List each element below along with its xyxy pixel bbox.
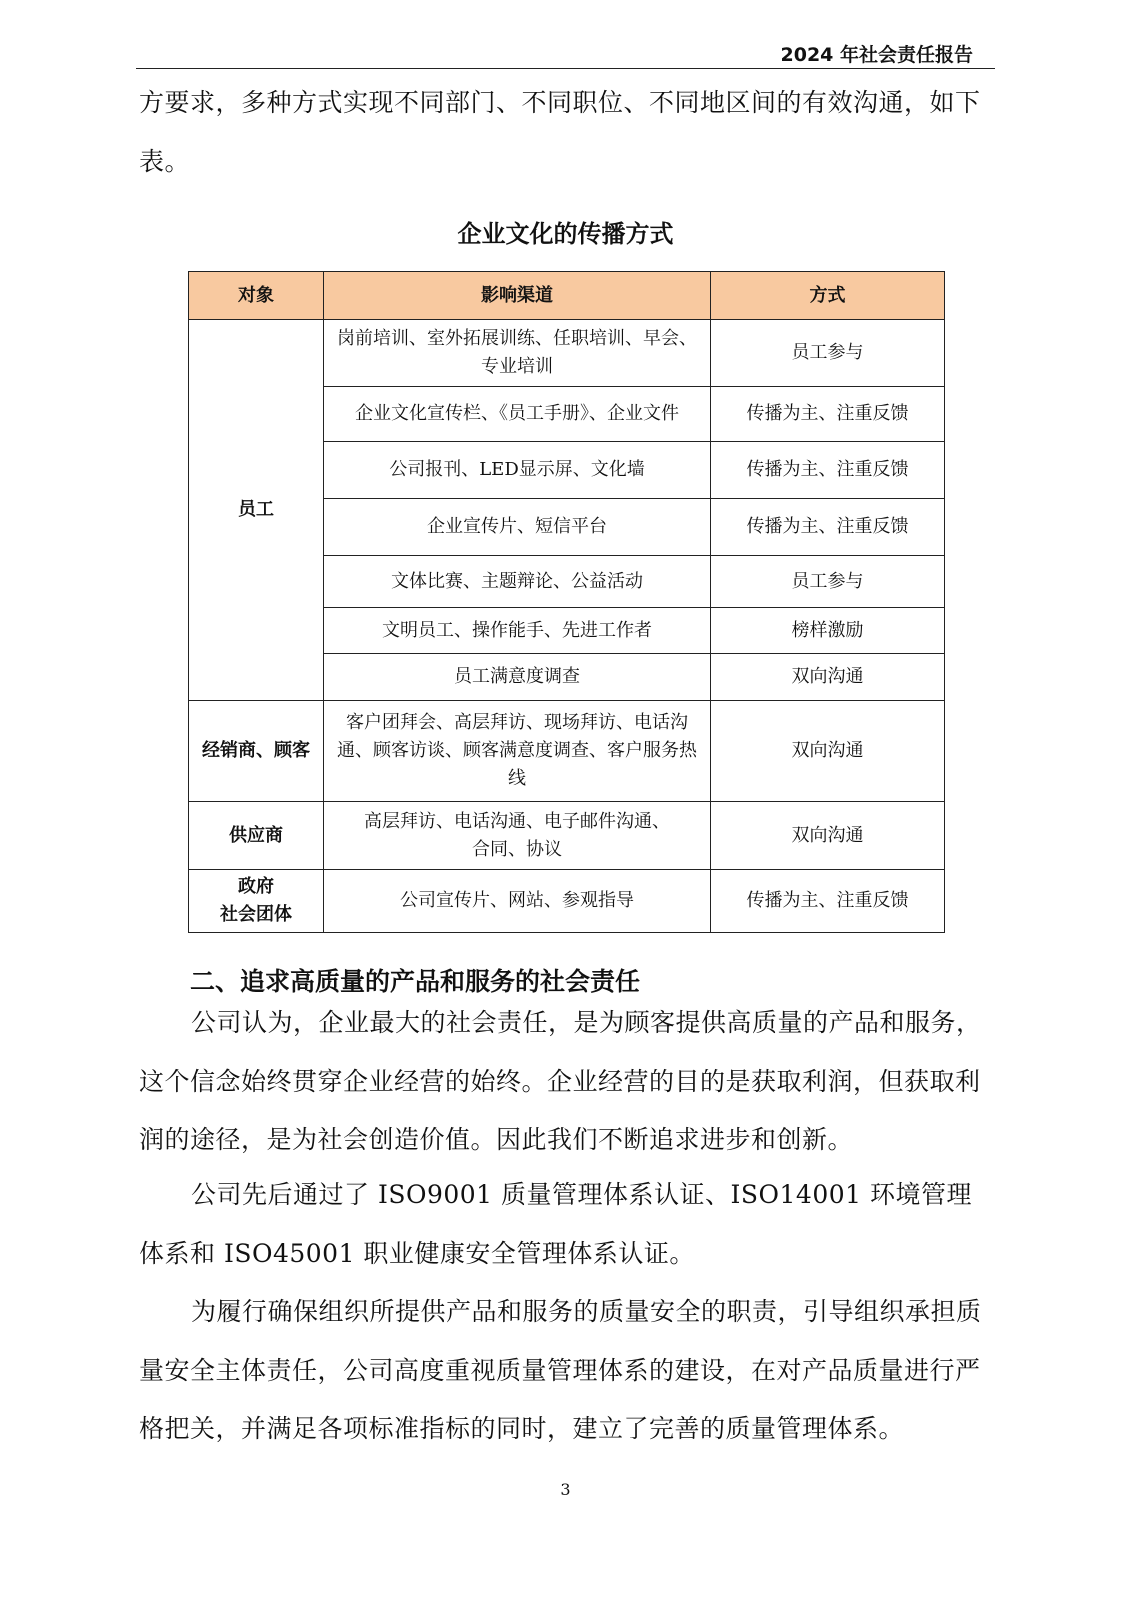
section-paragraph: 公司先后通过了 ISO9001 质量管理体系认证、ISO14001 环境管理体系和 ISO45001 职业健康安全管理体系认证。 <box>139 1180 972 1268</box>
method-cell: 传播为主、注重反馈 <box>711 387 945 442</box>
channel-cell: 公司宣传片、网站、参观指导 <box>324 870 711 933</box>
method-cell: 员工参与 <box>711 556 945 608</box>
target-cell-suppliers: 供应商 <box>189 802 324 870</box>
header-method: 方式 <box>711 272 945 320</box>
channel-cell: 企业宣传片、短信平台 <box>324 499 711 556</box>
method-cell: 传播为主、注重反馈 <box>711 870 945 933</box>
target-cell-government <box>189 870 324 933</box>
method-cell: 双向沟通 <box>711 802 945 870</box>
table-header-row <box>189 272 945 320</box>
method-cell: 双向沟通 <box>711 654 945 701</box>
channel-cell: 员工满意度调查 <box>324 654 711 701</box>
intro-paragraph: 方要求，多种方式实现不同部门、不同职位、不同地区间的有效沟通，如下表。 <box>139 88 981 176</box>
culture-communication-table <box>188 271 945 933</box>
header-divider <box>136 68 995 69</box>
table-row <box>189 870 945 933</box>
target-cell-employees: 员工 <box>189 320 324 701</box>
method-cell: 传播为主、注重反馈 <box>711 442 945 499</box>
table-row <box>189 701 945 802</box>
table-row <box>189 320 945 387</box>
target-cell-dealers-customers: 经销商、顾客 <box>189 701 324 802</box>
header-channel: 影响渠道 <box>324 272 711 320</box>
method-cell: 双向沟通 <box>711 701 945 802</box>
target-line: 政府 <box>238 876 274 897</box>
section-paragraph: 公司认为，企业最大的社会责任，是为顾客提供高质量的产品和服务，这个信念始终贯穿企业经营的始终。企业经营的目的是获取利润，但获取利润的途径，是为社会创造价值。因此我们不断追求进步和创新。 <box>139 1008 982 1154</box>
channel-cell: 企业文化宣传栏、《员工手册》、企业文件 <box>324 387 711 442</box>
table-row <box>189 802 945 870</box>
channel-cell: 文体比赛、主题辩论、公益活动 <box>324 556 711 608</box>
channel-cell: 文明员工、操作能手、先进工作者 <box>324 608 711 654</box>
method-cell: 员工参与 <box>711 320 945 387</box>
channel-cell: 岗前培训、室外拓展训练、任职培训、早会、专业培训 <box>324 320 711 387</box>
target-line: 社会团体 <box>220 904 292 925</box>
header-target: 对象 <box>189 272 324 320</box>
report-header-title: 2024 年社会责任报告 <box>780 44 973 66</box>
section-heading: 二、追求高质量的产品和服务的社会责任 <box>190 967 641 996</box>
section-paragraph: 为履行确保组织所提供产品和服务的质量安全的职责，引导组织承担质量安全主体责任，公司高度重视质量管理体系的建设，在对产品质量进行严格把关，并满足各项标准指标的同时，建立了完善的质量管理体系。 <box>139 1297 982 1443</box>
channel-cell: 公司报刊、LED显示屏、文化墙 <box>324 442 711 499</box>
page-number: 3 <box>560 1480 571 1499</box>
method-cell: 传播为主、注重反馈 <box>711 499 945 556</box>
method-cell: 榜样激励 <box>711 608 945 654</box>
channel-cell: 客户团拜会、高层拜访、现场拜访、电话沟通、顾客访谈、顾客满意度调查、客户服务热线 <box>324 701 711 802</box>
table-caption: 企业文化的传播方式 <box>457 220 674 248</box>
channel-cell: 高层拜访、电话沟通、电子邮件沟通、合同、协议 <box>324 802 711 870</box>
